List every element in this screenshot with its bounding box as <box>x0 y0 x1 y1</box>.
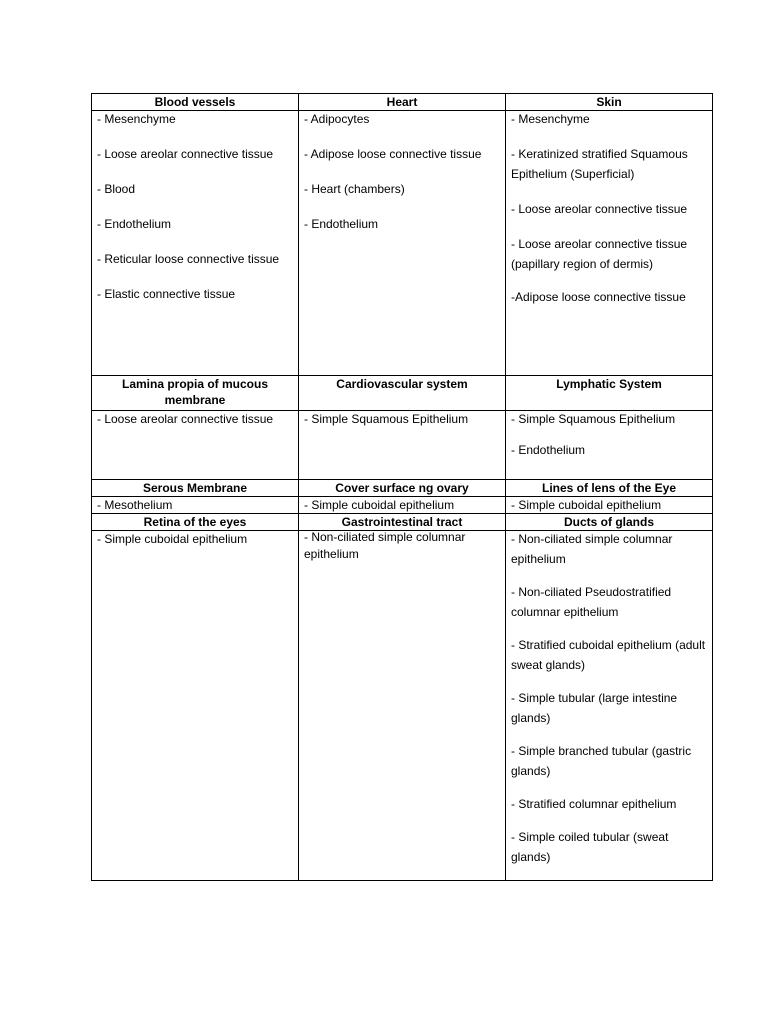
list-item: - Heart (chambers) <box>304 182 405 196</box>
list-item: - Reticular loose connective tissue <box>97 252 280 266</box>
list-item: - Simple Squamous Epithelium <box>304 412 469 426</box>
column-header-skin: Skin <box>506 94 713 111</box>
column-header-gastrointestinal-tract: Gastrointestinal tract <box>299 514 506 531</box>
list-item: - Mesenchyme <box>511 112 590 126</box>
list-item: - Simple cuboidal epithelium <box>304 498 455 512</box>
column-header-lymphatic-system: Lymphatic System <box>506 376 713 411</box>
cell-heart <box>299 111 506 376</box>
list-item: - Loose areolar connective tissue <box>97 147 274 161</box>
list-item: - Elastic connective tissue <box>97 287 236 301</box>
table-header-row <box>92 376 713 411</box>
column-header-serous-membrane: Serous Membrane <box>92 480 299 497</box>
cell-lines-of-lens <box>506 497 713 514</box>
list-item: - Stratified columnar epithelium <box>511 797 677 811</box>
list-item: - Simple cuboidal epithelium <box>511 498 662 512</box>
list-item: - Simple cuboidal epithelium <box>97 532 248 546</box>
table-row <box>92 111 713 376</box>
column-header-lamina-propia: Lamina propia of mucous membrane <box>92 376 299 411</box>
list-item: - Mesenchyme <box>97 112 176 126</box>
list-item: - Loose areolar connective tissue <box>511 202 688 216</box>
cell-lymphatic-system <box>506 411 713 480</box>
column-header-lines-of-lens: Lines of lens of the Eye <box>506 480 713 497</box>
column-header-heart: Heart <box>299 94 506 111</box>
cell-retina <box>92 531 299 881</box>
list-item: - Mesothelium <box>97 498 173 512</box>
list-item: - Simple tubular (large intestine glands) <box>511 691 678 725</box>
list-item: - Stratified cuboidal epithelium (adult sweat glands) <box>511 638 706 672</box>
list-item: - Adipose loose connective tissue <box>304 147 482 161</box>
table-row <box>92 411 713 480</box>
column-header-ducts-of-glands: Ducts of glands <box>506 514 713 531</box>
column-header-cardiovascular-system: Cardiovascular system <box>299 376 506 411</box>
cell-cardiovascular-system <box>299 411 506 480</box>
list-item: - Loose areolar connective tissue (papillary region of dermis) <box>511 237 688 271</box>
list-item: -Adipose loose connective tissue <box>511 290 686 304</box>
table-header-row <box>92 94 713 111</box>
list-item: - Endothelium <box>304 217 379 231</box>
tissue-table <box>91 93 713 881</box>
list-item: - Non-ciliated simple columnar epithelium <box>304 530 466 561</box>
cell-lamina-propia <box>92 411 299 480</box>
list-item: - Non-ciliated Pseudostratified columnar epithelium <box>511 585 672 619</box>
cell-gastrointestinal-tract <box>299 531 506 881</box>
list-item: - Keratinized stratified Squamous Epithelium (Superficial) <box>511 147 688 181</box>
table-row <box>92 531 713 881</box>
table-row <box>92 497 713 514</box>
list-item: - Loose areolar connective tissue <box>97 412 274 426</box>
cell-skin <box>506 111 713 376</box>
list-item: - Blood <box>97 182 136 196</box>
cell-blood-vessels <box>92 111 299 376</box>
column-header-blood-vessels: Blood vessels <box>92 94 299 111</box>
table-header-row <box>92 514 713 531</box>
column-header-cover-surface-ovary: Cover surface ng ovary <box>299 480 506 497</box>
list-item: - Simple Squamous Epithelium <box>511 412 676 426</box>
list-item: - Simple coiled tubular (sweat glands) <box>511 830 669 864</box>
column-header-retina: Retina of the eyes <box>92 514 299 531</box>
table-header-row <box>92 480 713 497</box>
cell-cover-surface-ovary <box>299 497 506 514</box>
list-item: - Endothelium <box>511 443 586 457</box>
list-item: - Non-ciliated simple columnar epithelium <box>511 532 673 566</box>
list-item: - Simple branched tubular (gastric glands) <box>511 744 692 778</box>
cell-ducts-of-glands <box>506 531 713 881</box>
cell-serous-membrane <box>92 497 299 514</box>
list-item: - Endothelium <box>97 217 172 231</box>
list-item: - Adipocytes <box>304 112 370 126</box>
